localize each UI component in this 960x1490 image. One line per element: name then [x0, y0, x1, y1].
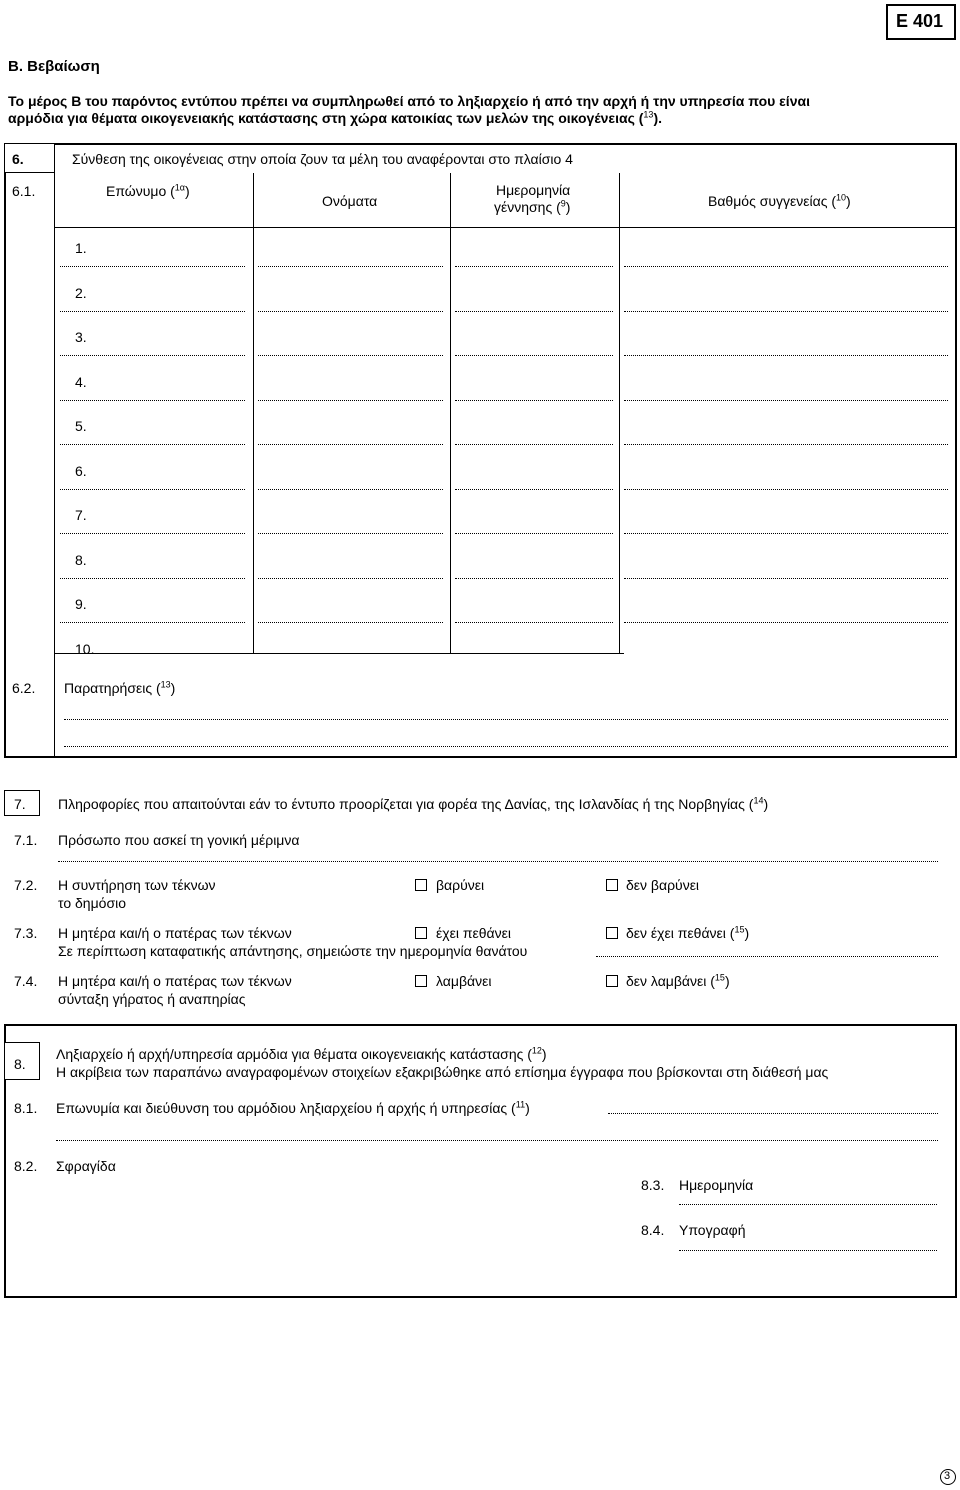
- intro-line-2: αρμόδια για θέματα οικογενειακής κατάστασης στη χώρα κατοικίας των μελών της οικογένειας ($^{13}$).: [8, 109, 662, 126]
- section-title: Β. Βεβαίωση: [8, 58, 100, 75]
- section-8-1-label: Επωνυμία και διεύθυνση του αρμόδιου ληξιαρχείου ή αρχής ή υπηρεσίας ($^{11}$): [56, 1099, 530, 1116]
- checkbox-receives[interactable]: [415, 975, 427, 987]
- section-8-2-label: Σφραγίδα: [56, 1158, 116, 1174]
- form-code: E 401: [896, 11, 944, 31]
- col-rule-1: [253, 173, 254, 653]
- surname-field[interactable]: [60, 355, 245, 356]
- intro-line-1: Το μέρος Β του παρόντος εντύπου πρέπει να συμπληρωθεί από το ληξιαρχείο ή από την αρχή ή την υπηρεσία που είναι: [8, 93, 810, 109]
- option-not-receives: δεν λαμβάνει ($^{15}$): [626, 972, 730, 989]
- remarks-field-2[interactable]: [64, 746, 948, 747]
- signature-field[interactable]: [679, 1250, 937, 1251]
- table-bottom-rule: [54, 653, 624, 654]
- col-rule-2: [450, 173, 451, 653]
- relation-field[interactable]: [624, 266, 948, 267]
- dob-field[interactable]: [455, 578, 613, 579]
- names-field[interactable]: [258, 578, 443, 579]
- dob-field[interactable]: [455, 444, 613, 445]
- checkbox-not-burdens[interactable]: [606, 879, 618, 891]
- section-7-3-line-2: Σε περίπτωση καταφατικής απάντησης, σημειώστε την ημερομηνία θανάτου: [58, 943, 528, 959]
- row-number: 9.: [75, 596, 87, 612]
- dob-field[interactable]: [455, 400, 613, 401]
- section-6-title: Σύνθεση της οικογένειας στην οποία ζουν τα μέλη του αναφέρονται στο πλαίσιο 4: [72, 151, 573, 167]
- section-7-2-label-1: Η συντήρηση των τέκνων: [58, 877, 216, 893]
- parental-authority-field[interactable]: [58, 861, 938, 862]
- names-field[interactable]: [258, 311, 443, 312]
- section-6-2-number: 6.2.: [12, 680, 36, 696]
- section-8-line-2: Η ακρίβεια των παραπάνω αναγραφομένων στοιχείων εξακριβώθηκε από επίσημα έγγραφα που βρίσκονται στη διάθεσή μας: [56, 1064, 829, 1080]
- date-of-death-field[interactable]: [596, 956, 938, 957]
- option-deceased: έχει πεθάνει: [436, 925, 511, 941]
- section-6-left-rule: [54, 173, 55, 758]
- surname-field[interactable]: [60, 266, 245, 267]
- checkbox-not-deceased[interactable]: [606, 927, 618, 939]
- section-8-1-number: 8.1.: [14, 1100, 38, 1116]
- relation-field[interactable]: [624, 622, 948, 623]
- row-number: 4.: [75, 373, 87, 390]
- col-rule-3: [619, 173, 620, 653]
- names-field[interactable]: [258, 400, 443, 401]
- relation-field[interactable]: [624, 400, 948, 401]
- section-7-1-label: Πρόσωπο που ασκεί τη γονική μέριμνα: [58, 832, 300, 848]
- section-8-3-number: 8.3.: [641, 1177, 665, 1193]
- section-7-4-label-1: Η μητέρα και/ή ο πατέρας των τέκνων: [58, 973, 292, 989]
- relation-field[interactable]: [624, 578, 948, 579]
- surname-field[interactable]: [60, 578, 245, 579]
- section-8-4-number: 8.4.: [641, 1222, 665, 1238]
- section-7-number: 7.: [14, 796, 26, 812]
- section-6-1-number: 6.1.: [12, 183, 36, 199]
- section-8-3-label: Ημερομηνία: [679, 1177, 754, 1193]
- table-header-rule: [54, 227, 955, 228]
- row-number: 2.: [75, 284, 87, 301]
- row-number: 7.: [75, 507, 87, 523]
- date-field[interactable]: [679, 1204, 937, 1205]
- names-field[interactable]: [258, 355, 443, 356]
- surname-field[interactable]: [60, 311, 245, 312]
- section-7-4-number: 7.4.: [14, 973, 38, 989]
- row-number: 8.: [75, 551, 87, 568]
- col-dob-header-2: γέννησης ($^9$): [494, 198, 571, 215]
- page-number: 3: [944, 1470, 951, 1482]
- relation-field[interactable]: [624, 444, 948, 445]
- section-6-number: 6.: [12, 151, 24, 167]
- section-7-3-label: Η μητέρα και/ή ο πατέρας των τέκνων: [58, 925, 292, 941]
- row-number: 5.: [75, 418, 87, 434]
- option-not-burdens: δεν βαρύνει: [626, 877, 700, 893]
- dob-field[interactable]: [455, 489, 613, 490]
- col-dob-header-1: Ημερομηνία: [496, 182, 571, 198]
- dob-field[interactable]: [455, 311, 613, 312]
- checkbox-not-receives[interactable]: [606, 975, 618, 987]
- names-field[interactable]: [258, 622, 443, 623]
- row-number: 3.: [75, 329, 87, 345]
- dob-field[interactable]: [455, 355, 613, 356]
- row-number: 1.: [75, 240, 87, 256]
- names-field[interactable]: [258, 533, 443, 534]
- section-8-number: 8.: [14, 1056, 26, 1072]
- option-not-deceased: δεν έχει πεθάνει ($^{15}$): [626, 924, 750, 941]
- authority-name-field-1[interactable]: [608, 1113, 938, 1114]
- section-6-2-label: Παρατηρήσεις ($^{13}$): [64, 679, 176, 696]
- section-8-4-label: Υπογραφή: [679, 1222, 746, 1238]
- remarks-field-1[interactable]: [64, 719, 948, 720]
- section-7-title: Πληροφορίες που απαιτούνται εάν το έντυπο προορίζεται για φορέα της Δανίας, της Ισλανδίας ή της Νορβηγίας ($^{14}$): [58, 795, 769, 812]
- surname-field[interactable]: [60, 489, 245, 490]
- relation-field[interactable]: [624, 311, 948, 312]
- surname-field[interactable]: [60, 533, 245, 534]
- dob-field[interactable]: [455, 622, 613, 623]
- option-burdens: βαρύνει: [436, 877, 485, 893]
- surname-field[interactable]: [60, 400, 245, 401]
- relation-field[interactable]: [624, 489, 948, 490]
- col-names-header: Ονόματα: [322, 193, 378, 209]
- section-8-2-number: 8.2.: [14, 1158, 38, 1174]
- dob-field[interactable]: [455, 533, 613, 534]
- row-number: 10.: [75, 640, 95, 657]
- option-receives: λαμβάνει: [436, 973, 492, 989]
- col-relation-header: Βαθμός συγγενείας ($^{10}$): [708, 192, 851, 209]
- names-field[interactable]: [258, 444, 443, 445]
- surname-field[interactable]: [60, 622, 245, 623]
- section-7-2-label-2: το δημόσιο: [58, 895, 126, 911]
- col-surname-header: Επώνυμο ($^{1\alpha}$): [106, 182, 190, 199]
- names-field[interactable]: [258, 266, 443, 267]
- relation-field[interactable]: [624, 533, 948, 534]
- section-7-3-number: 7.3.: [14, 925, 38, 941]
- authority-name-field-2[interactable]: [56, 1140, 938, 1141]
- checkbox-burdens[interactable]: [415, 879, 427, 891]
- surname-field[interactable]: [60, 444, 245, 445]
- names-field[interactable]: [258, 489, 443, 490]
- checkbox-deceased[interactable]: [415, 927, 427, 939]
- section-7-2-number: 7.2.: [14, 877, 38, 893]
- section-6-box: [4, 143, 957, 758]
- section-7-4-label-2: σύνταξη γήρατος ή αναπηρίας: [58, 991, 246, 1007]
- section-8-line-1: Ληξιαρχείο ή αρχή/υπηρεσία αρμόδια για θέματα οικογενειακής κατάστασης ($^{12}$): [56, 1045, 547, 1062]
- row-number: 6.: [75, 462, 87, 479]
- dob-field[interactable]: [455, 266, 613, 267]
- section-7-1-number: 7.1.: [14, 832, 38, 848]
- relation-field[interactable]: [624, 355, 948, 356]
